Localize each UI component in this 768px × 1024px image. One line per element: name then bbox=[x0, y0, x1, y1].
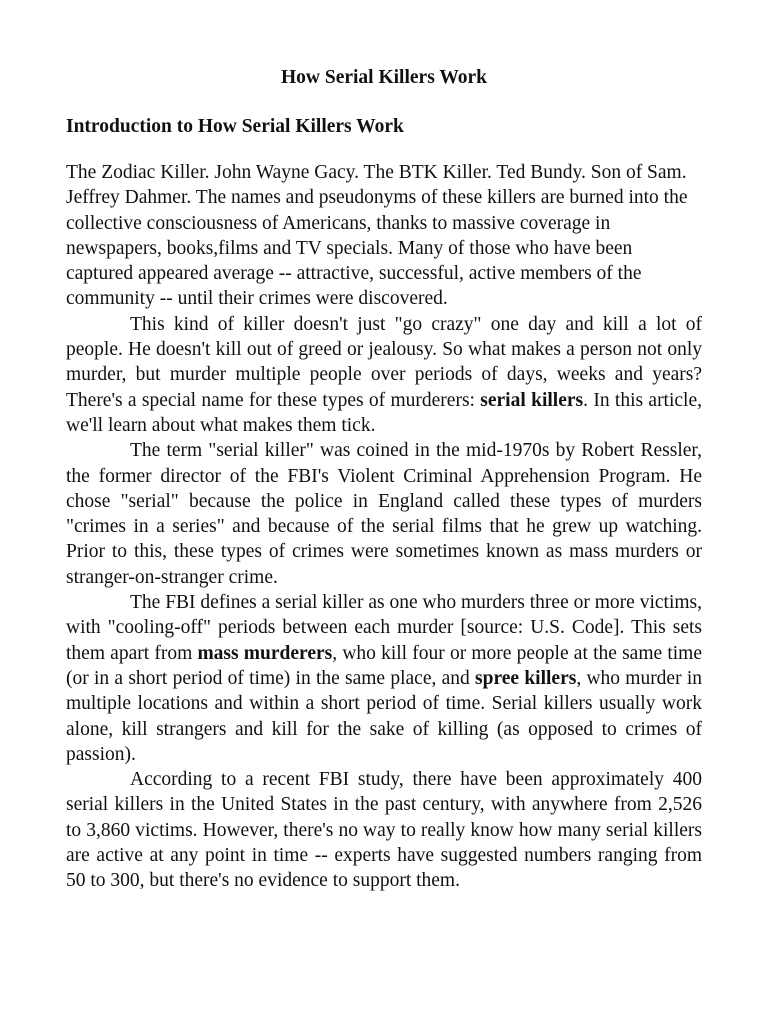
paragraph-fbi-study: According to a recent FBI study, there have been approximately 400 serial killers in the United States in the past century, with anywhere from 2,526 to 3,860 victims. However, there's no way to really know how many serial killers are active at any point in time -- experts have suggested numbers ranging from 50 to 300, but there's no evidence to support them. bbox=[66, 769, 702, 892]
paragraph-kind-of-killer bbox=[66, 312, 702, 438]
paragraph-text: The FBI defines a serial killer as one who murders three or more victims, with "cooling-off" periods between each murder [source: U.S. Code]. This sets them apart from bbox=[66, 592, 702, 664]
bold-term-spree-killers: spree killers bbox=[475, 667, 577, 689]
paragraph-text: . In this article, we'll learn about what makes them tick. bbox=[66, 389, 702, 436]
paragraph-text: , who murder in multiple locations and within a short period of time. Serial killers usually work alone, kill strangers and kill for the sake of killing (as opposed to crimes of passion). bbox=[66, 667, 703, 765]
bold-term-serial-killers: serial killers bbox=[480, 389, 584, 411]
paragraph-intro: The Zodiac Killer. John Wayne Gacy. The BTK Killer. Ted Bundy. Son of Sam. Jeffrey Dahmer. The names and pseudonyms of these killers are burned into the collective consciousness of Americans, thanks to massive coverage in newspapers, books,films and TV specials. Many of those who have been captured appeared average -- attractive, successful, active members of the community -- until their crimes were discovered. bbox=[66, 162, 688, 310]
paragraph-text: , who kill four or more people at the same time (or in a short period of time) in the same place, and bbox=[66, 642, 702, 689]
bold-term-mass-murderers: mass murderers bbox=[197, 642, 333, 664]
document-page bbox=[66, 62, 702, 894]
section-heading: Introduction to How Serial Killers Work bbox=[66, 116, 404, 137]
paragraph-fbi-definition bbox=[66, 590, 702, 767]
paragraph-text: This kind of killer doesn't just "go crazy" one day and kill a lot of people. He doesn't kill out of greed or jealousy. So what makes a person not only murder, but murder multiple people over periods of days, weeks and years? There's a special name for these types of murderers: bbox=[66, 313, 702, 411]
paragraph-term-origin: The term "serial killer" was coined in the mid-1970s by Robert Ressler, the former director of the FBI's Violent Criminal Apprehension Program. He chose "serial" because the police in England called these types of murders "crimes in a series" and because of the serial films that he grew up watching. Prior to this, these types of crimes were sometimes known as mass murders or stranger-on-stranger crime. bbox=[66, 440, 702, 588]
document-title: How Serial Killers Work bbox=[280, 67, 487, 88]
